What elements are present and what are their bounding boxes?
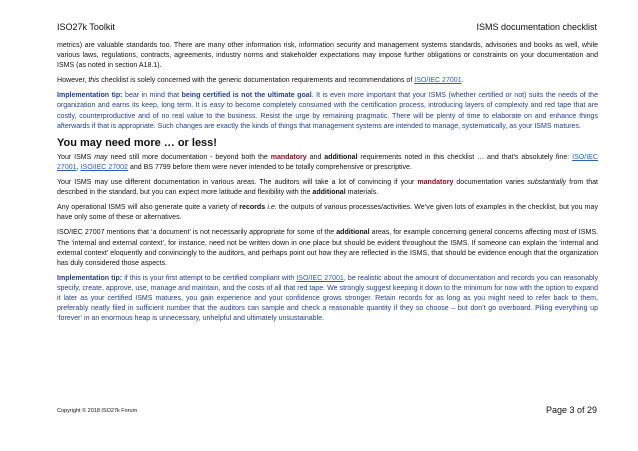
footer-page-number: Page 3 of 29 bbox=[545, 405, 597, 415]
text-run: areas, for example concerning general concerns affecting most of ISMS. The ‘internal and external context’, for instance, need not be written down in one place but should be evident throughout the ISMS. If someone can explain the ‘internal and external context’ eloquently and convincingly to the auditors, and perhaps point out how they are reflected in the ISMS, that should be evidence enough that the organization has duly considered those aspects. bbox=[57, 229, 598, 267]
text-run: ISO/IEC 27007 mentions that ‘a document’ is not necessarily appropriate for some of the bbox=[57, 229, 337, 237]
text-run: Your ISMS may use different documentation in various areas. The auditors will take a lot of convincing if your bbox=[57, 179, 418, 187]
text-run: checklist is solely concerned with the generic documentation requirements and recommendations of bbox=[99, 77, 415, 85]
link-iso27002[interactable]: ISO/IEC 27002 bbox=[80, 163, 128, 171]
text-run: and BS 7799 before them were never intended to be totally comprehensive or prescriptive. bbox=[127, 163, 412, 171]
paragraph-records bbox=[57, 203, 598, 223]
paragraph-more-docs bbox=[57, 153, 598, 173]
text-run: However, bbox=[57, 77, 89, 85]
text-run: bear in mind that bbox=[122, 92, 182, 100]
section-heading: You may need more … or less! bbox=[57, 136, 217, 149]
additional-term: additional bbox=[336, 229, 370, 237]
text-run: documentation varies bbox=[453, 179, 528, 187]
paragraph-iso27007 bbox=[57, 228, 598, 268]
text-run: and bbox=[306, 153, 325, 161]
text-run: the outputs of various processes/activities. We’ve given lots of examples in the checklist, but you may have only some of these or alternatives. bbox=[57, 204, 598, 222]
page-body bbox=[57, 41, 598, 329]
additional-term: additional bbox=[324, 153, 358, 161]
text-run: i.e. bbox=[267, 204, 277, 212]
text-run: from that described in the standard, but you can expect more latitude and flexibility with the bbox=[57, 179, 599, 197]
text-run: materials. bbox=[345, 189, 379, 197]
additional-term: additional bbox=[312, 189, 346, 197]
text-run: requirements noted in this checklist … and that’s absolutely fine: bbox=[357, 153, 573, 161]
header-title-left: ISO27k Toolkit bbox=[57, 22, 115, 32]
text-run: may bbox=[94, 153, 108, 161]
mandatory-term: mandatory bbox=[417, 179, 454, 187]
text-run: . It is even more important that your ISMS (whether certified or not) suits the needs of the organization and earns its keep, long term. It is bbox=[57, 92, 599, 110]
text-run: this bbox=[88, 77, 100, 85]
text-run: Your ISMS bbox=[57, 153, 95, 161]
link-iso27001[interactable]: ISO/IEC 27001 bbox=[414, 77, 462, 85]
link-iso27001[interactable]: ISO/IEC 27001 bbox=[57, 153, 598, 171]
footer-copyright: Copyright © 2018 ISO27k Forum bbox=[57, 408, 138, 414]
text-run: , bbox=[76, 163, 81, 171]
text-run: to become completely consumed with the certification process, introducing layers of complexity and red tape that are costly, counterproductive and of no real value to the business. Resist the urge by remaining pragmatic. There will be plenty of time to elaborate on and enhance things afterwards if that is appropriate. Such changes are exactly the kinds of things that management systems are intended to manage, systematically, as your ISMS matures. bbox=[57, 102, 598, 130]
tip-label: Implementation tip: bbox=[57, 274, 123, 282]
text-run: if this is your first attempt to be certified compliant with bbox=[122, 274, 297, 282]
text-run: easy bbox=[209, 102, 225, 110]
text-run: need still more documentation - beyond both the bbox=[107, 153, 271, 161]
mandatory-term: mandatory bbox=[270, 153, 307, 161]
text-run: Any operational ISMS will also generate quite a variety of bbox=[57, 204, 240, 212]
text-run: . bbox=[461, 77, 464, 85]
text-run: records bbox=[239, 204, 266, 212]
text-run: , be realistic about the amount of documentation and records you can reasonably specify, create, approve, use, manage and maintain, and the costs of all that red tape. We strongly suggest keeping it down to the minimum for now with the option to expand it later as your certified ISMS matures, you gain experience and your confidence grows stronger. Retain records for as long as you might need to refer back to them, preferably neatly filed in sufficient number that the auditors can sample and check a reasonable quantity if they so choose – but don’t go overboard. Piling everything up ‘forever’ in an enormous heap is unnecessary, unhelpful and ultimately unsustainable. bbox=[57, 274, 599, 323]
implementation-tip-1 bbox=[57, 91, 598, 131]
link-iso27001[interactable]: ISO/IEC 27001 bbox=[296, 274, 344, 282]
paragraph-different-docs bbox=[57, 178, 598, 198]
implementation-tip-2 bbox=[57, 274, 598, 324]
paragraph-standards: metrics) are valuable standards too. There are many other information risk, information security and management systems standards, advisories and books as well, while various laws, regulations, contracts, agreements, industry norms and stakeholder expectations may impose further obligations or constraints on your documentation and ISMS (as noted in section A18.1). bbox=[57, 42, 598, 70]
paragraph-scope bbox=[57, 76, 598, 86]
tip-label: Implementation tip: bbox=[57, 92, 123, 100]
text-run: being certified is not the ultimate goal bbox=[181, 92, 312, 100]
header-title-right: ISMS documentation checklist bbox=[476, 22, 597, 32]
text-run: substantially bbox=[527, 179, 567, 187]
